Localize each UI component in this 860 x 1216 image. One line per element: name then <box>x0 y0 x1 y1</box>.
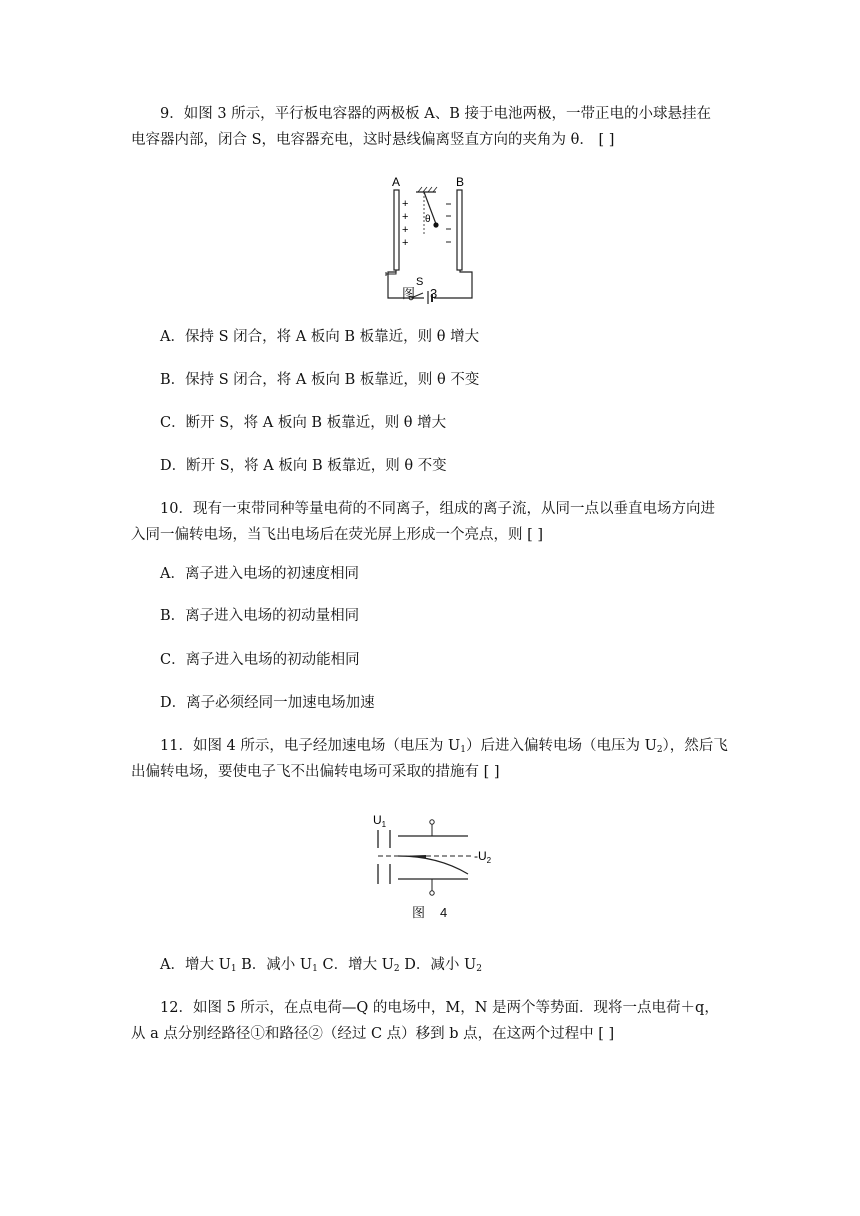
q11-options: A．增大 $U_1$ B．减小 $U_1$ C．增大 $U_2$ D．减小 $U_2$ <box>160 957 482 974</box>
figure-4-caption: 图 4 <box>412 905 449 920</box>
plate-b <box>457 190 462 270</box>
theta-label: θ <box>425 214 431 225</box>
q10-option-c: C．离子进入电场的初动能相同 <box>160 652 360 668</box>
q9-option-c: C．断开 S，将 A 板向 B 板靠近，则 θ 增大 <box>160 415 447 431</box>
q10-stem-line1: 10．现有一束带同种等量电荷的不同离子，组成的离子流，从同一点以垂直电场方向进 <box>160 501 715 517</box>
q10-stem-line2: 入同一偏转电场，当飞出电场后在荧光屏上形成一个亮点，则 [ ] <box>131 527 544 543</box>
svg-text:+: + <box>402 237 409 249</box>
q12-stem-line1: 12．如图 5 所示，在点电荷—Q 的电场中，M，N 是两个等势面．现将一点电荷＋q， <box>160 1000 719 1016</box>
svg-text:+: + <box>402 211 409 223</box>
svg-text:+: + <box>402 224 409 236</box>
u2-label: $-U_2$ <box>474 849 492 865</box>
figure-3-label-a: A <box>392 175 401 189</box>
q11-stem-line2: 出偏转电场，要使电子飞不出偏转电场可采取的措施有 [ ] <box>131 764 500 780</box>
figure-3-caption: 图 3 <box>402 286 439 301</box>
electron-path <box>398 856 468 874</box>
q11-stem-line1: 11．如图 4 所示，电子经加速电场（电压为 $U_1$）后进入偏转电场（电压为 $U_2$），然后飞 <box>160 738 728 755</box>
q9-option-a: A．保持 S 闭合，将 A 板向 B 板靠近，则 θ 增大 <box>160 329 480 345</box>
q9-stem-line1: 9．如图 3 所示，平行板电容器的两极板 A、B 接于电池两极，一带正电的小球悬挂在 <box>160 106 712 122</box>
figure-3-label-b: B <box>456 175 465 189</box>
q9-option-d: D．断开 S，将 A 板向 B 板靠近，则 θ 不变 <box>160 458 447 474</box>
charged-ball <box>433 222 438 227</box>
q9-stem-line2: 电容器内部，闭合 S，电容器充电，这时悬线偏离竖直方向的夹角为 θ． [ ] <box>131 132 615 148</box>
svg-text:+: + <box>402 198 409 210</box>
terminal-top <box>430 820 434 824</box>
switch-label: S <box>416 276 424 288</box>
u1-label: $U_1$ <box>373 813 387 829</box>
terminal-bottom <box>430 891 434 895</box>
q12-stem-line2: 从 a 点分别经路径①和路径②（经过 C 点）移到 b 点，在这两个过程中 [ ] <box>131 1026 615 1042</box>
q10-option-d: D．离子必须经同一加速电场加速 <box>160 695 375 711</box>
minus-charges <box>446 204 451 242</box>
q9-option-b: B．保持 S 闭合，将 A 板向 B 板靠近，则 θ 不变 <box>160 372 480 388</box>
plus-charges <box>402 198 408 249</box>
plate-a <box>394 190 399 270</box>
q10-option-a: A．离子进入电场的初速度相同 <box>160 566 359 582</box>
q10-option-b: B．离子进入电场的初动量相同 <box>160 608 360 624</box>
